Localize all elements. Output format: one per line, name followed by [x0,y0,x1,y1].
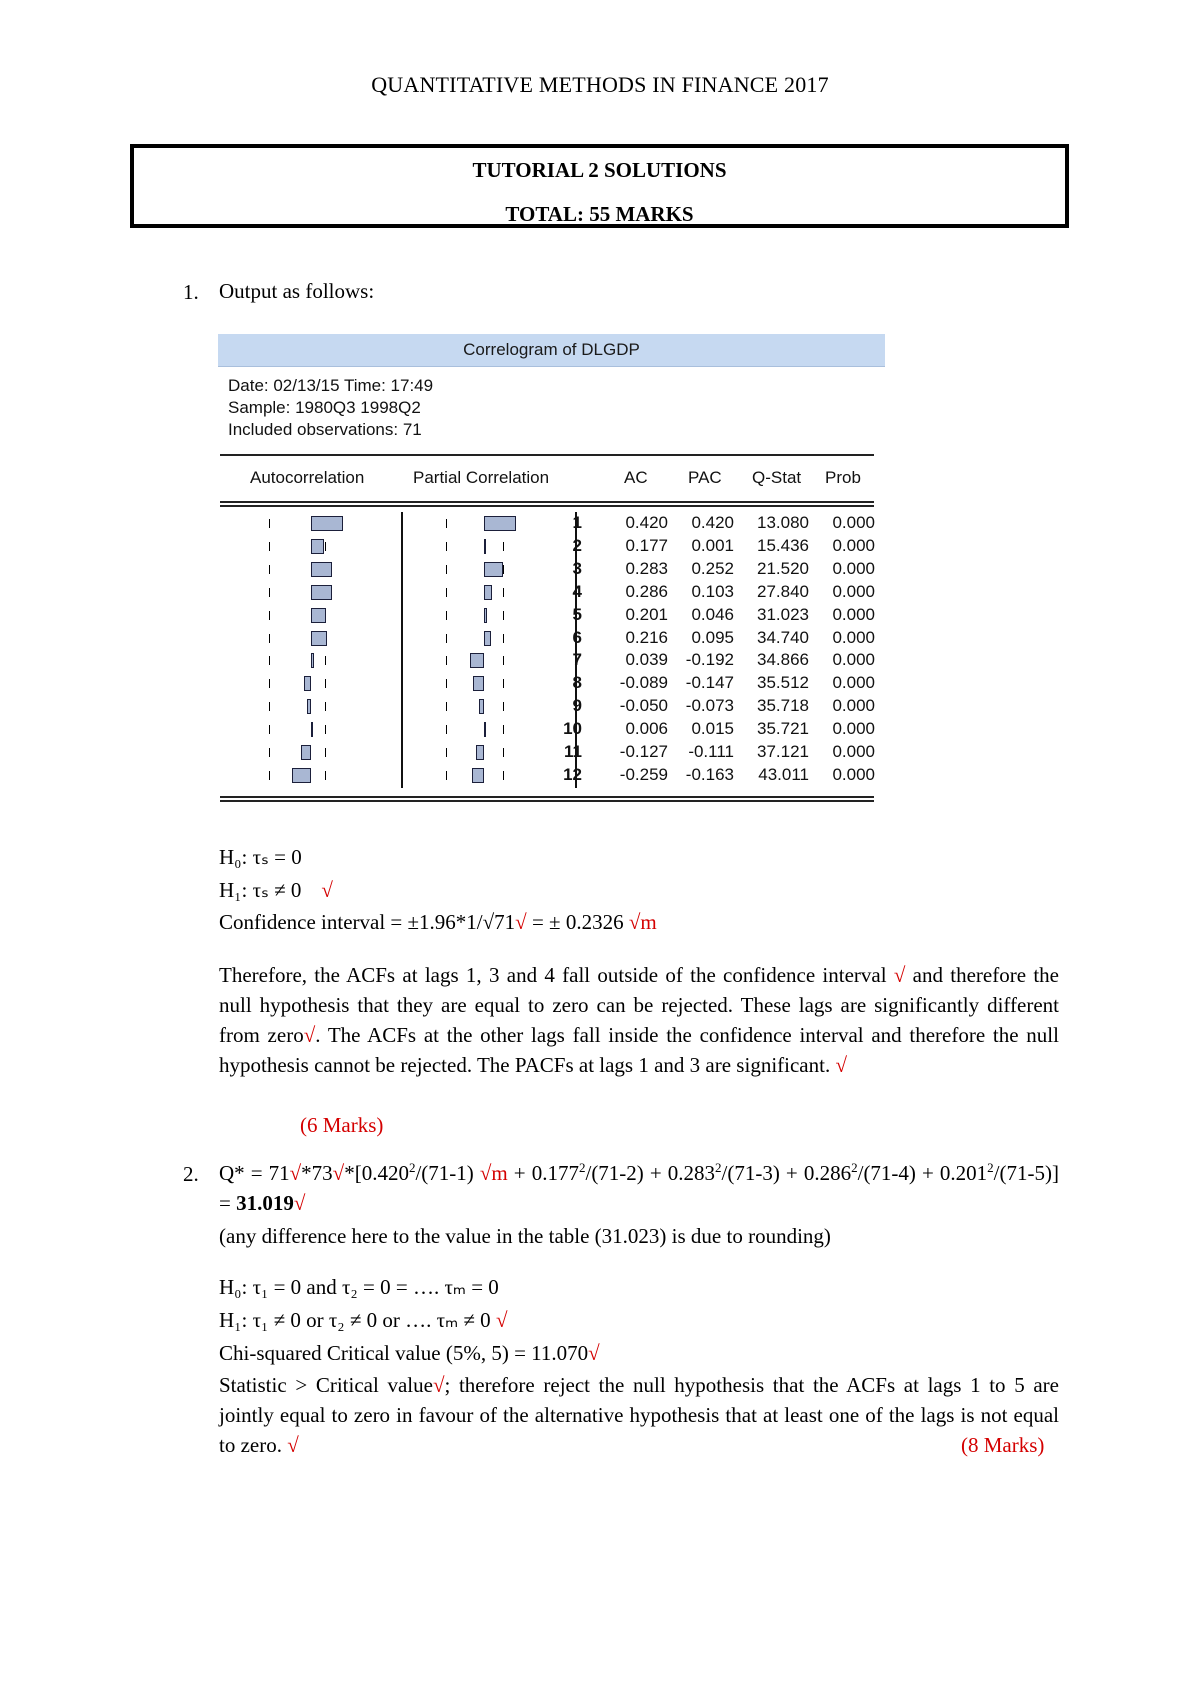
prob-cell: 0.000 [832,558,875,578]
confidence-limit-mark [503,771,504,780]
ac-bar [311,631,327,646]
formula-part: *73 [301,1161,333,1185]
confidence-limit-mark [446,656,447,665]
q2-critical-value [219,1338,600,1368]
confidence-limit-mark [325,748,326,757]
confidence-limit-mark [446,748,447,757]
pac-cell: 0.046 [691,604,734,624]
confidence-limit-mark [446,588,447,597]
exponent: 2 [715,1160,722,1175]
title-line-1: TUTORIAL 2 SOLUTIONS [472,158,727,182]
correlogram-sample: Sample: 1980Q3 1998Q2 [228,398,421,417]
q1-conclusion-part-3: . The ACFs at the other lags fall inside the confidence interval and therefore the null hypothesis cannot be rejected. The PACFs at lags 1 and 3 are significant. [219,1023,1059,1077]
prob-cell: 0.000 [832,535,875,555]
pac-bar [484,631,491,646]
confidence-limit-mark [269,565,270,574]
prob-cell: 0.000 [832,627,875,647]
check-mark: √ [303,1023,316,1047]
confidence-limit-mark [446,702,447,711]
lag-cell: 8 [572,673,582,693]
ci-text: Confidence interval = ±1.96*1/√71 [219,910,516,934]
confidence-limit-mark [503,702,504,711]
document-header: QUANTITATIVE METHODS IN FINANCE 2017 [371,72,829,97]
q1-null-hypothesis: H₀: τₛ = 0 [219,845,302,869]
check-mark: √ [332,1161,345,1185]
q1-conclusion-part-1: Therefore, the ACFs at lags 1, 3 and 4 fall outside of the confidence interval [219,963,894,987]
correlogram-date: Date: 02/13/15 Time: 17:49 [228,376,434,395]
confidence-limit-mark [269,588,270,597]
confidence-limit-mark [325,725,326,734]
pac-bar [473,676,484,691]
confidence-limit-mark [325,702,326,711]
confidence-limit-mark [503,611,504,620]
ac-bar [311,516,343,531]
confidence-limit-mark [325,656,326,665]
header-autocorrelation: Autocorrelation [250,468,365,487]
q-stat-cell: 35.721 [757,719,809,739]
pac-bar [479,699,484,714]
formula-part: *[0.420 [344,1161,409,1185]
formula-part: /(71-3) + 0.286 [721,1161,852,1185]
confidence-limit-mark [503,725,504,734]
check-mark: √ [835,1053,847,1077]
confidence-limit-mark [325,542,326,551]
lag-cell: 7 [572,650,582,670]
header-pac: PAC [688,468,722,487]
pac-bar [484,722,486,737]
lag-cell: 9 [572,696,582,716]
exponent: 2 [578,1160,586,1175]
ac-bar [311,653,314,668]
prob-cell: 0.000 [832,719,875,739]
ac-bar [311,585,332,600]
formula-part: /(71-2) + 0.283 [585,1161,716,1185]
confidence-limit-mark [325,771,326,780]
correlogram-divider-1 [401,512,403,788]
correlogram-title: Correlogram of DLGDP [218,334,885,367]
confidence-limit-mark [446,542,447,551]
prob-cell: 0.000 [832,650,875,670]
ac-bar [301,745,311,760]
correlogram-observations: Included observations: 71 [228,420,422,439]
prob-cell: 0.000 [832,696,875,716]
q-stat-cell: 37.121 [757,742,809,761]
pac-cell: -0.163 [685,764,734,784]
ac-bar [307,699,311,714]
q2-critical-value-text: Chi-squared Critical value (5%, 5) = 11.070 [219,1341,589,1365]
correlogram-header-rule-1 [220,501,874,503]
correlogram-header-rule-2 [220,505,874,507]
lag-cell: 10 [563,719,582,739]
q2-conclusion-paragraph [219,1370,1059,1460]
confidence-limit-mark [503,588,504,597]
q2-null-hypothesis: H₀: τ₁ = 0 and τ₂ = 0 = …. τₘ = 0 [219,1275,499,1299]
ac-cell: 0.216 [625,627,668,647]
formula-part: + 0.177 [507,1161,579,1185]
check-mark: √ [289,1161,302,1185]
prob-cell: 0.000 [832,742,875,761]
lag-cell: 2 [572,535,582,555]
confidence-limit-mark [269,748,270,757]
check-mark: √ [432,1373,445,1397]
exponent: 2 [987,1160,994,1175]
lag-cell: 4 [572,581,582,601]
correlogram [218,334,885,804]
q1-conclusion-part-2: and therefore the null hypothesis that they are equal to zero can be rejected. These lags are significantly different from zero [219,963,1059,1047]
confidence-limit-mark [446,634,447,643]
ac-cell: 0.420 [625,513,668,532]
q1-marks: (6 Marks) [300,1113,384,1137]
lag-cell: 3 [572,558,582,578]
confidence-limit-mark [503,565,504,574]
check-mark: √ [321,878,333,902]
q1-conclusion-paragraph [219,960,1059,1080]
q2-rounding-note: (any difference here to the value in the table (31.023) is due to rounding) [219,1224,831,1248]
prob-cell: 0.000 [832,673,875,693]
lag-cell: 12 [563,764,582,784]
pac-cell: -0.111 [688,742,734,761]
check-mark-method: √m [628,910,657,934]
pac-bar [470,653,484,668]
q-stat-cell: 13.080 [757,513,809,532]
ac-cell: 0.006 [625,719,668,739]
ac-bar [311,539,324,554]
q-stat-cell: 27.840 [757,581,809,601]
prob-cell: 0.000 [832,604,875,624]
confidence-limit-mark [325,679,326,688]
pac-cell: -0.073 [685,696,734,716]
confidence-limit-mark [269,702,270,711]
lag-cell: 6 [572,627,582,647]
confidence-limit-mark [503,679,504,688]
confidence-limit-mark [446,771,447,780]
check-mark: √ [588,1341,600,1365]
ac-bar [311,562,332,577]
confidence-limit-mark [503,542,504,551]
confidence-limit-mark [446,611,447,620]
ac-cell: 0.286 [625,581,668,601]
pac-bar [476,745,484,760]
pac-cell: -0.192 [685,650,734,670]
ac-bar [311,608,326,623]
q-stat-cell: 21.520 [757,558,809,578]
q-star-result: 31.019 [236,1191,294,1215]
confidence-limit-mark [269,679,270,688]
confidence-limit-mark [269,611,270,620]
confidence-limit-mark [269,542,270,551]
ac-cell: -0.127 [619,742,668,761]
pac-cell: 0.103 [691,581,734,601]
title-line-2: TOTAL: 55 MARKS [505,202,694,226]
correlogram-top-rule [220,454,874,456]
prob-cell: 0.000 [832,581,875,601]
confidence-limit-mark [503,748,504,757]
formula-part: Q* = 71 [219,1161,290,1185]
ac-cell: 0.201 [625,604,668,624]
pac-cell: 0.015 [691,719,734,739]
confidence-limit-mark [446,565,447,574]
lag-cell: 11 [564,742,582,761]
confidence-limit-mark [446,679,447,688]
q-stat-cell: 43.011 [758,764,809,784]
pac-bar [484,539,486,554]
check-mark: √ [893,963,906,987]
ac-cell: -0.050 [619,696,668,716]
check-mark: √ [293,1191,306,1215]
formula-part: /(71-1) [415,1161,480,1185]
q2-conclusion-part-1: Statistic > Critical value [219,1373,433,1397]
check-mark: √ [287,1433,299,1457]
pac-cell: -0.147 [685,673,734,693]
ac-cell: -0.259 [619,764,668,784]
q2-h1-text: H₁: τ₁ ≠ 0 or τ₂ ≠ 0 or …. τₘ ≠ 0 [219,1308,496,1332]
pac-cell: 0.095 [691,627,734,647]
pac-cell: 0.420 [691,513,734,532]
confidence-limit-mark [269,725,270,734]
q-stat-cell: 35.718 [757,696,809,716]
correlogram-bottom-rule-2 [220,800,874,802]
pac-cell: 0.001 [691,535,734,555]
ac-bar [304,676,311,691]
formula-part: /(71-4) + 0.201 [857,1161,988,1185]
confidence-limit-mark [269,634,270,643]
ac-cell: 0.283 [625,558,668,578]
prob-cell: 0.000 [832,764,875,784]
confidence-limit-mark [446,519,447,528]
question-1-intro: Output as follows: [219,279,375,303]
q-stat-cell: 15.436 [757,535,809,555]
q-stat-cell: 31.023 [757,604,809,624]
q2-q-star-formula [219,1158,1059,1218]
confidence-limit-mark [269,656,270,665]
ac-bar [292,768,311,783]
pac-bar [484,585,492,600]
ac-cell: 0.177 [625,535,668,555]
exponent: 2 [408,1160,416,1175]
question-2-number: 2. [183,1162,199,1186]
pac-bar [484,608,487,623]
pac-bar [472,768,484,783]
title-box [130,144,1069,228]
ac-cell: 0.039 [625,650,668,670]
check-mark-method: √m [479,1161,508,1185]
confidence-limit-mark [269,771,270,780]
question-1-number: 1. [183,280,199,304]
q-stat-cell: 35.512 [757,673,809,693]
confidence-limit-mark [269,519,270,528]
q2-marks: (8 Marks) [961,1433,1045,1457]
confidence-limit-mark [446,725,447,734]
check-mark: √ [515,910,527,934]
pac-bar [484,516,516,531]
q1-confidence-interval [219,907,657,937]
header-prob: Prob [825,468,861,487]
ci-value: = ± 0.2326 [526,910,629,934]
confidence-limit-mark [503,634,504,643]
header-ac: AC [624,468,648,487]
pac-cell: 0.252 [691,558,734,578]
confidence-limit-mark [503,656,504,665]
formula-part: /(71-5)] = [219,1161,1059,1215]
prob-cell: 0.000 [832,513,875,532]
check-mark: √ [495,1308,508,1332]
ac-bar [311,722,313,737]
q-stat-cell: 34.740 [757,627,809,647]
header-partial-correlation: Partial Correlation [413,468,550,487]
lag-cell: 5 [572,604,582,624]
q-stat-cell: 34.866 [757,650,809,670]
correlogram-bottom-rule-1 [220,796,874,798]
q1-h1-text: H₁: τₛ ≠ 0 [219,878,302,902]
q1-alternative-hypothesis [219,875,333,905]
q2-conclusion-part-2: ; therefore reject the null hypothesis that the ACFs at lags 1 to 5 are jointly equal to zero in favour of the alternative hypothesis that at least one of the lags is not equal to zero. [219,1373,1059,1457]
lag-cell: 1 [572,513,582,532]
header-q-stat: Q-Stat [752,468,802,487]
exponent: 2 [851,1160,858,1175]
q2-alternative-hypothesis [219,1305,507,1335]
ac-cell: -0.089 [619,673,668,693]
pac-bar [484,562,503,577]
